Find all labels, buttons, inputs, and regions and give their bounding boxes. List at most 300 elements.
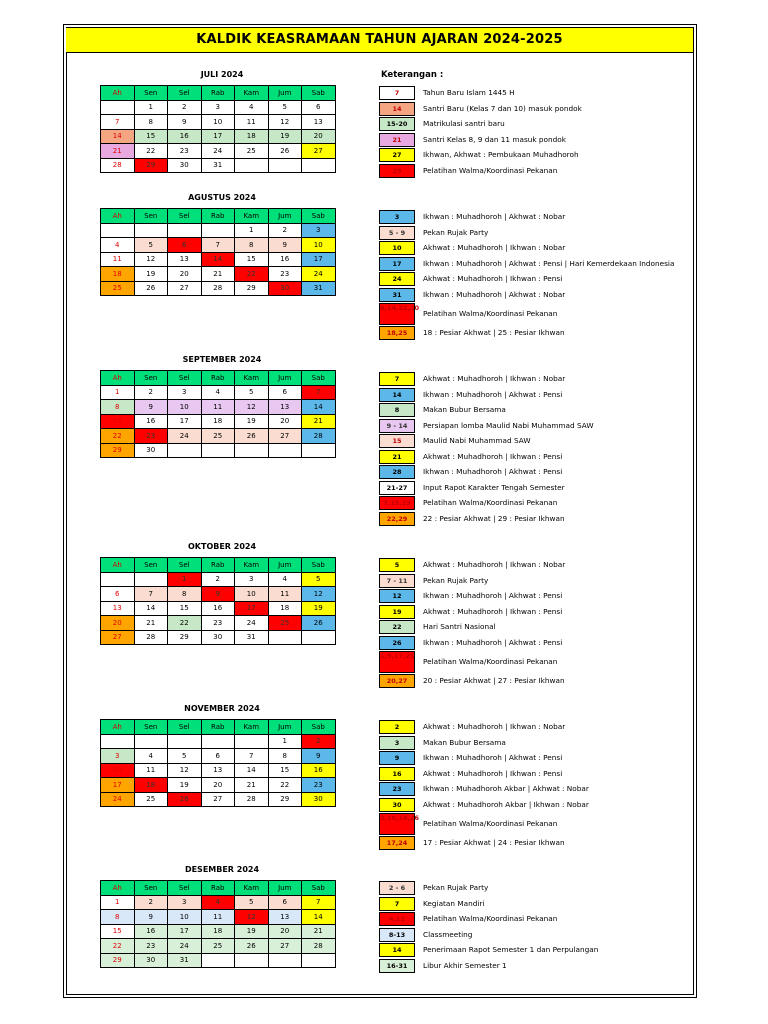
day-cell: 16	[201, 601, 235, 616]
legend-code: 15-20	[379, 117, 415, 131]
day-cell: 26	[235, 939, 269, 954]
day-cell: 9	[134, 910, 168, 925]
legend-text: Pelatihan Walma/Koordinasi Pekanan	[423, 657, 558, 666]
day-cell: 16	[134, 414, 168, 429]
day-cell: 17	[201, 129, 235, 144]
legend-code: 7,15,23	[379, 496, 415, 510]
day-cell: 13	[168, 252, 202, 267]
day-cell: 17	[235, 601, 269, 616]
day-cell: 8	[268, 749, 302, 764]
weekday-header: Sen	[134, 371, 168, 386]
day-cell: 7	[235, 749, 269, 764]
day-cell: 19	[134, 267, 168, 282]
day-cell: 1	[101, 895, 135, 910]
day-cell: 21	[134, 616, 168, 631]
day-cell: 13	[302, 115, 336, 130]
legend-text: Ikhwan : Muhadhoroh | Akhwat : Pensi	[423, 637, 563, 647]
day-cell: 11	[201, 910, 235, 925]
day-cell: 8	[101, 400, 135, 415]
day-cell: 3	[168, 895, 202, 910]
day-cell: 19	[235, 414, 269, 429]
day-cell: 20	[201, 778, 235, 793]
legend-code: 28	[379, 465, 415, 479]
day-cell: 13	[201, 763, 235, 778]
legend-text: Maulid Nabi Muhammad SAW	[423, 436, 531, 445]
day-cell	[302, 443, 336, 458]
day-cell: 25	[134, 792, 168, 807]
legend-code: 1,9,17,25	[379, 651, 415, 673]
day-cell: 7	[201, 238, 235, 253]
legend-text: Ikhwan : Muhadhoroh | Akhwat : Pensi	[423, 591, 563, 600]
legend-code: 16-31	[379, 959, 415, 973]
day-cell: 6	[302, 100, 336, 115]
legend-code: 8-13	[379, 928, 415, 942]
weekday-header: Sab	[302, 558, 336, 573]
weekday-header: Sel	[168, 209, 202, 224]
day-cell: 21	[101, 144, 135, 159]
day-cell: 25	[201, 429, 235, 444]
day-cell: 28	[201, 281, 235, 296]
day-cell: 6	[268, 895, 302, 910]
day-cell: 22	[101, 429, 135, 444]
day-cell: 10	[168, 910, 202, 925]
day-cell: 26	[268, 144, 302, 159]
day-cell: 25	[101, 281, 135, 296]
month-title: NOVEMBER 2024	[184, 704, 260, 713]
day-cell: 14	[302, 910, 336, 925]
day-cell: 11	[101, 252, 135, 267]
day-cell	[235, 158, 269, 173]
day-cell: 28	[101, 158, 135, 173]
weekday-header: Kam	[235, 209, 269, 224]
legend-text: Akhwat : Muhadhoroh Akbar | Ikhwan : Nobar	[423, 799, 589, 809]
legend-code: 22	[379, 620, 415, 634]
day-cell: 8	[235, 238, 269, 253]
legend-text: Makan Bubur Bersama	[423, 737, 506, 747]
day-cell: 3	[201, 100, 235, 115]
day-cell: 28	[302, 429, 336, 444]
day-cell: 5	[268, 100, 302, 115]
day-cell: 11	[235, 115, 269, 130]
day-cell: 14	[302, 400, 336, 415]
weekday-header: Jum	[268, 371, 302, 386]
weekday-header: Sel	[168, 720, 202, 735]
legend-text: Kegiatan Mandiri	[423, 898, 485, 908]
legend-text: Ikhwan : Muhadhoroh Akbar | Akhwat : Nobar	[423, 784, 589, 793]
weekday-header: Jum	[268, 558, 302, 573]
day-cell	[168, 443, 202, 458]
day-cell: 14	[101, 129, 135, 144]
day-cell: 20	[168, 267, 202, 282]
day-cell: 17	[168, 414, 202, 429]
day-cell: 3	[168, 385, 202, 400]
day-cell: 9	[134, 400, 168, 415]
day-cell	[302, 158, 336, 173]
day-cell	[101, 572, 135, 587]
day-cell: 10	[168, 400, 202, 415]
day-cell: 2	[201, 572, 235, 587]
day-cell: 12	[134, 252, 168, 267]
day-cell: 18	[134, 778, 168, 793]
legend-code: 27	[379, 148, 415, 162]
day-cell: 7	[134, 587, 168, 602]
day-cell: 15	[101, 924, 135, 939]
day-cell: 11	[134, 763, 168, 778]
day-cell: 31	[302, 281, 336, 296]
day-cell: 19	[235, 924, 269, 939]
legend-code: 20,27	[379, 674, 415, 688]
legend-text: Santri Kelas 8, 9 dan 11 masuk pondok	[423, 134, 566, 144]
legend-code: 3	[379, 210, 415, 224]
day-cell	[134, 734, 168, 749]
day-cell	[235, 443, 269, 458]
weekday-header: Sel	[168, 558, 202, 573]
day-cell: 15	[168, 601, 202, 616]
day-cell: 29	[268, 792, 302, 807]
weekday-header: Sel	[168, 371, 202, 386]
day-cell: 12	[235, 910, 269, 925]
day-cell	[201, 223, 235, 238]
legend-text: Akhwat : Muhadhoroh | Ikhwan : Nobar	[423, 722, 566, 731]
legend-code: 12	[379, 589, 415, 603]
day-cell: 14	[201, 252, 235, 267]
weekday-header: Jum	[268, 881, 302, 896]
weekday-header: Ah	[101, 209, 135, 224]
legend-code: 21-27	[379, 481, 415, 495]
legend-code: 17	[379, 257, 415, 271]
legend-text: Pelatihan Walma/Koordinasi Pekanan	[423, 309, 558, 318]
legend-code: 17,24	[379, 836, 415, 850]
legend-code: 30	[379, 798, 415, 812]
day-cell: 5	[235, 895, 269, 910]
day-cell	[134, 572, 168, 587]
day-cell: 30	[134, 953, 168, 968]
legend-code: 15	[379, 434, 415, 448]
day-cell: 17	[168, 924, 202, 939]
legend-text: Pekan Rujak Party	[423, 227, 489, 237]
day-cell: 24	[201, 144, 235, 159]
day-cell: 1	[168, 572, 202, 587]
day-cell: 15	[235, 252, 269, 267]
day-cell: 12	[268, 115, 302, 130]
day-cell: 11	[268, 587, 302, 602]
month-grid	[100, 880, 336, 968]
weekday-header: Rab	[201, 881, 235, 896]
day-cell: 25	[268, 616, 302, 631]
page-title: KALDIK KEASRAMAAN TAHUN AJARAN 2024-2025	[66, 28, 693, 53]
weekday-header: Sen	[134, 720, 168, 735]
month-grid	[100, 85, 336, 173]
weekday-header: Sab	[302, 86, 336, 101]
weekday-header: Sab	[302, 209, 336, 224]
day-cell: 23	[134, 939, 168, 954]
legend-code: 21	[379, 450, 415, 464]
day-cell: 22	[101, 939, 135, 954]
day-cell: 1	[235, 223, 269, 238]
weekday-header: Kam	[235, 720, 269, 735]
day-cell: 15	[134, 129, 168, 144]
day-cell: 2	[302, 734, 336, 749]
day-cell: 24	[235, 616, 269, 631]
day-cell: 4	[268, 572, 302, 587]
month-title: AGUSTUS 2024	[188, 193, 256, 202]
day-cell: 30	[268, 281, 302, 296]
legend-text: Ikhwan : Muhadhoroh | Akhwat : Pensi	[423, 389, 563, 399]
day-cell: 22	[268, 778, 302, 793]
day-cell: 16	[268, 252, 302, 267]
day-cell	[268, 630, 302, 645]
legend-code: 4,12	[379, 912, 415, 926]
day-cell: 27	[168, 281, 202, 296]
day-cell: 21	[235, 778, 269, 793]
day-cell: 8	[168, 587, 202, 602]
day-cell	[302, 630, 336, 645]
legend-text: Classmeeting	[423, 929, 473, 939]
month-title: DESEMBER 2024	[184, 865, 260, 874]
day-cell: 18	[201, 924, 235, 939]
weekday-header: Ah	[101, 558, 135, 573]
day-cell: 9	[302, 749, 336, 764]
day-cell: 27	[101, 630, 135, 645]
legend-text: Pelatihan Walma/Koordinasi Pekanan	[423, 498, 558, 507]
day-cell	[201, 953, 235, 968]
day-cell: 2	[168, 100, 202, 115]
day-cell: 30	[302, 792, 336, 807]
legend-heading: Keterangan :	[381, 70, 444, 80]
day-cell: 5	[134, 238, 168, 253]
day-cell: 30	[201, 630, 235, 645]
day-cell: 28	[235, 792, 269, 807]
day-cell: 3	[101, 749, 135, 764]
day-cell: 4	[201, 385, 235, 400]
day-cell: 29	[168, 630, 202, 645]
day-cell: 27	[268, 429, 302, 444]
legend-text: Makan Bubur Bersama	[423, 405, 506, 414]
day-cell: 15	[101, 414, 135, 429]
day-cell: 21	[201, 267, 235, 282]
legend-text: 22 : Pesiar Akhwat | 29 : Pesiar Ikhwan	[423, 513, 565, 523]
day-cell: 16	[168, 129, 202, 144]
legend-text: Akhwat : Muhadhoroh | Ikhwan : Pensi	[423, 274, 563, 283]
legend-text: Pekan Rujak Party	[423, 883, 489, 892]
weekday-header: Sen	[134, 558, 168, 573]
day-cell	[268, 953, 302, 968]
day-cell: 25	[235, 144, 269, 159]
legend-text: Persiapan lomba Maulid Nabi Muhammad SAW	[423, 420, 594, 430]
day-cell: 16	[302, 763, 336, 778]
legend-code: 2,10,18,26	[379, 813, 415, 835]
day-cell: 5	[302, 572, 336, 587]
legend-text: Hari Santri Nasional	[423, 622, 496, 631]
legend-text: Pelatihan Walma/Koordinasi Pekanan	[423, 914, 558, 923]
legend-code: 5 - 9	[379, 226, 415, 240]
day-cell: 18	[268, 601, 302, 616]
day-cell: 2	[134, 385, 168, 400]
legend-code: 18,25	[379, 326, 415, 340]
day-cell: 28	[302, 939, 336, 954]
day-cell: 26	[134, 281, 168, 296]
day-cell: 9	[168, 115, 202, 130]
day-cell	[302, 953, 336, 968]
month-grid	[100, 719, 336, 807]
legend-code: 10	[379, 241, 415, 255]
day-cell: 9	[268, 238, 302, 253]
legend-code: 7	[379, 897, 415, 911]
day-cell: 24	[101, 792, 135, 807]
month-grid	[100, 557, 336, 645]
legend-text: Akhwat : Muhadhoroh | Ikhwan : Nobar	[423, 374, 566, 383]
day-cell: 10	[302, 238, 336, 253]
day-cell: 20	[268, 924, 302, 939]
day-cell	[201, 734, 235, 749]
legend-text: Akhwat : Muhadhoroh | Ikhwan : Pensi	[423, 768, 563, 778]
legend-code: 7	[379, 86, 415, 100]
legend-text: Akhwat : Muhadhoroh | Ikhwan : Pensi	[423, 451, 563, 461]
legend-text: 20 : Pesiar Akhwat | 27 : Pesiar Ikhwan	[423, 676, 565, 685]
legend-text: Ikhwan : Muhadhoroh | Akhwat : Nobar	[423, 289, 566, 299]
weekday-header: Jum	[268, 720, 302, 735]
day-cell: 5	[168, 749, 202, 764]
month-grid	[100, 208, 336, 296]
weekday-header: Sab	[302, 720, 336, 735]
legend-code: 22,29	[379, 512, 415, 526]
day-cell: 18	[101, 267, 135, 282]
weekday-header: Rab	[201, 371, 235, 386]
day-cell: 19	[302, 601, 336, 616]
legend-code: 6,14,22,30	[379, 303, 415, 325]
weekday-header: Sel	[168, 86, 202, 101]
day-cell: 26	[235, 429, 269, 444]
day-cell: 20	[302, 129, 336, 144]
legend-code: 5	[379, 558, 415, 572]
month-title: OKTOBER 2024	[187, 542, 257, 551]
day-cell: 4	[101, 238, 135, 253]
day-cell: 17	[302, 252, 336, 267]
day-cell: 25	[201, 939, 235, 954]
legend-code: 7 - 11	[379, 574, 415, 588]
day-cell	[134, 223, 168, 238]
day-cell: 7	[302, 895, 336, 910]
day-cell: 4	[201, 895, 235, 910]
day-cell: 31	[235, 630, 269, 645]
legend-code: 2 - 6	[379, 881, 415, 895]
day-cell: 26	[302, 616, 336, 631]
day-cell: 3	[235, 572, 269, 587]
legend-text: Ikhwan : Muhadhoroh | Akhwat : Nobar	[423, 212, 566, 221]
day-cell: 2	[134, 895, 168, 910]
weekday-header: Rab	[201, 209, 235, 224]
weekday-header: Rab	[201, 558, 235, 573]
day-cell: 26	[168, 792, 202, 807]
day-cell: 4	[235, 100, 269, 115]
day-cell: 8	[101, 910, 135, 925]
day-cell: 22	[168, 616, 202, 631]
legend-code: 8	[379, 403, 415, 417]
day-cell: 21	[302, 414, 336, 429]
day-cell: 6	[168, 238, 202, 253]
legend-code: 26	[379, 636, 415, 650]
day-cell	[235, 734, 269, 749]
legend-text: Akhwat : Muhadhoroh | Ikhwan : Nobar	[423, 560, 566, 569]
day-cell: 23	[302, 778, 336, 793]
day-cell: 24	[168, 939, 202, 954]
legend-code: 14	[379, 102, 415, 116]
day-cell	[201, 443, 235, 458]
day-cell: 19	[168, 778, 202, 793]
day-cell: 7	[302, 385, 336, 400]
legend-text: Libur Akhir Semester 1	[423, 960, 507, 970]
legend-text: Pelatihan Walma/Koordinasi Pekanan	[423, 819, 558, 828]
weekday-header: Ah	[101, 720, 135, 735]
day-cell: 29	[134, 158, 168, 173]
legend-text: 18 : Pesiar Akhwat | 25 : Pesiar Ikhwan	[423, 328, 565, 337]
legend-text: Matrikulasi santri baru	[423, 119, 505, 128]
legend-text: Pekan Rujak Party	[423, 575, 489, 585]
day-cell: 29	[101, 443, 135, 458]
legend-text: Ikhwan, Akhwat : Pembukaan Muhadhoroh	[423, 150, 579, 159]
legend-code: 14	[379, 388, 415, 402]
weekday-header: Ah	[101, 86, 135, 101]
day-cell: 31	[201, 158, 235, 173]
day-cell: 8	[134, 115, 168, 130]
day-cell: 24	[302, 267, 336, 282]
legend-code: 19	[379, 605, 415, 619]
day-cell: 22	[134, 144, 168, 159]
day-cell: 6	[201, 749, 235, 764]
legend-code: 21	[379, 133, 415, 147]
legend-code: 23	[379, 782, 415, 796]
day-cell: 19	[268, 129, 302, 144]
day-cell: 2	[268, 223, 302, 238]
day-cell: 27	[302, 144, 336, 159]
day-cell: 1	[101, 385, 135, 400]
day-cell: 12	[302, 587, 336, 602]
day-cell: 9	[201, 587, 235, 602]
day-cell: 14	[235, 763, 269, 778]
day-cell: 23	[168, 144, 202, 159]
legend-code: 16	[379, 767, 415, 781]
legend-text: Tahun Baru Islam 1445 H	[423, 88, 515, 97]
day-cell	[235, 953, 269, 968]
legend-code: 3	[379, 736, 415, 750]
day-cell: 24	[168, 429, 202, 444]
legend-text: Akhwat : Muhadhoroh | Ikhwan : Pensi	[423, 606, 563, 616]
day-cell: 5	[235, 385, 269, 400]
weekday-header: Jum	[268, 86, 302, 101]
day-cell: 1	[134, 100, 168, 115]
weekday-header: Sab	[302, 371, 336, 386]
day-cell: 20	[101, 616, 135, 631]
day-cell: 10	[201, 115, 235, 130]
legend-code: 14	[379, 943, 415, 957]
weekday-header: Ah	[101, 881, 135, 896]
weekday-header: Kam	[235, 371, 269, 386]
legend-code: 24	[379, 272, 415, 286]
day-cell: 4	[134, 749, 168, 764]
legend-text: Akhwat : Muhadhoroh | Ikhwan : Nobar	[423, 243, 566, 252]
day-cell: 29	[101, 953, 135, 968]
day-cell	[168, 734, 202, 749]
legend-code: 9 - 14	[379, 419, 415, 433]
weekday-header: Sab	[302, 881, 336, 896]
day-cell	[101, 223, 135, 238]
day-cell: 13	[101, 601, 135, 616]
legend-text: Ikhwan : Muhadhoroh | Akhwat : Pensi	[423, 753, 563, 762]
legend-text: Santri Baru (Kelas 7 dan 10) masuk pondok	[423, 103, 582, 113]
legend-code: 31	[379, 288, 415, 302]
legend-text: Pelatihan Walma/Koordinasi Pekanan	[423, 165, 558, 175]
day-cell: 13	[268, 400, 302, 415]
